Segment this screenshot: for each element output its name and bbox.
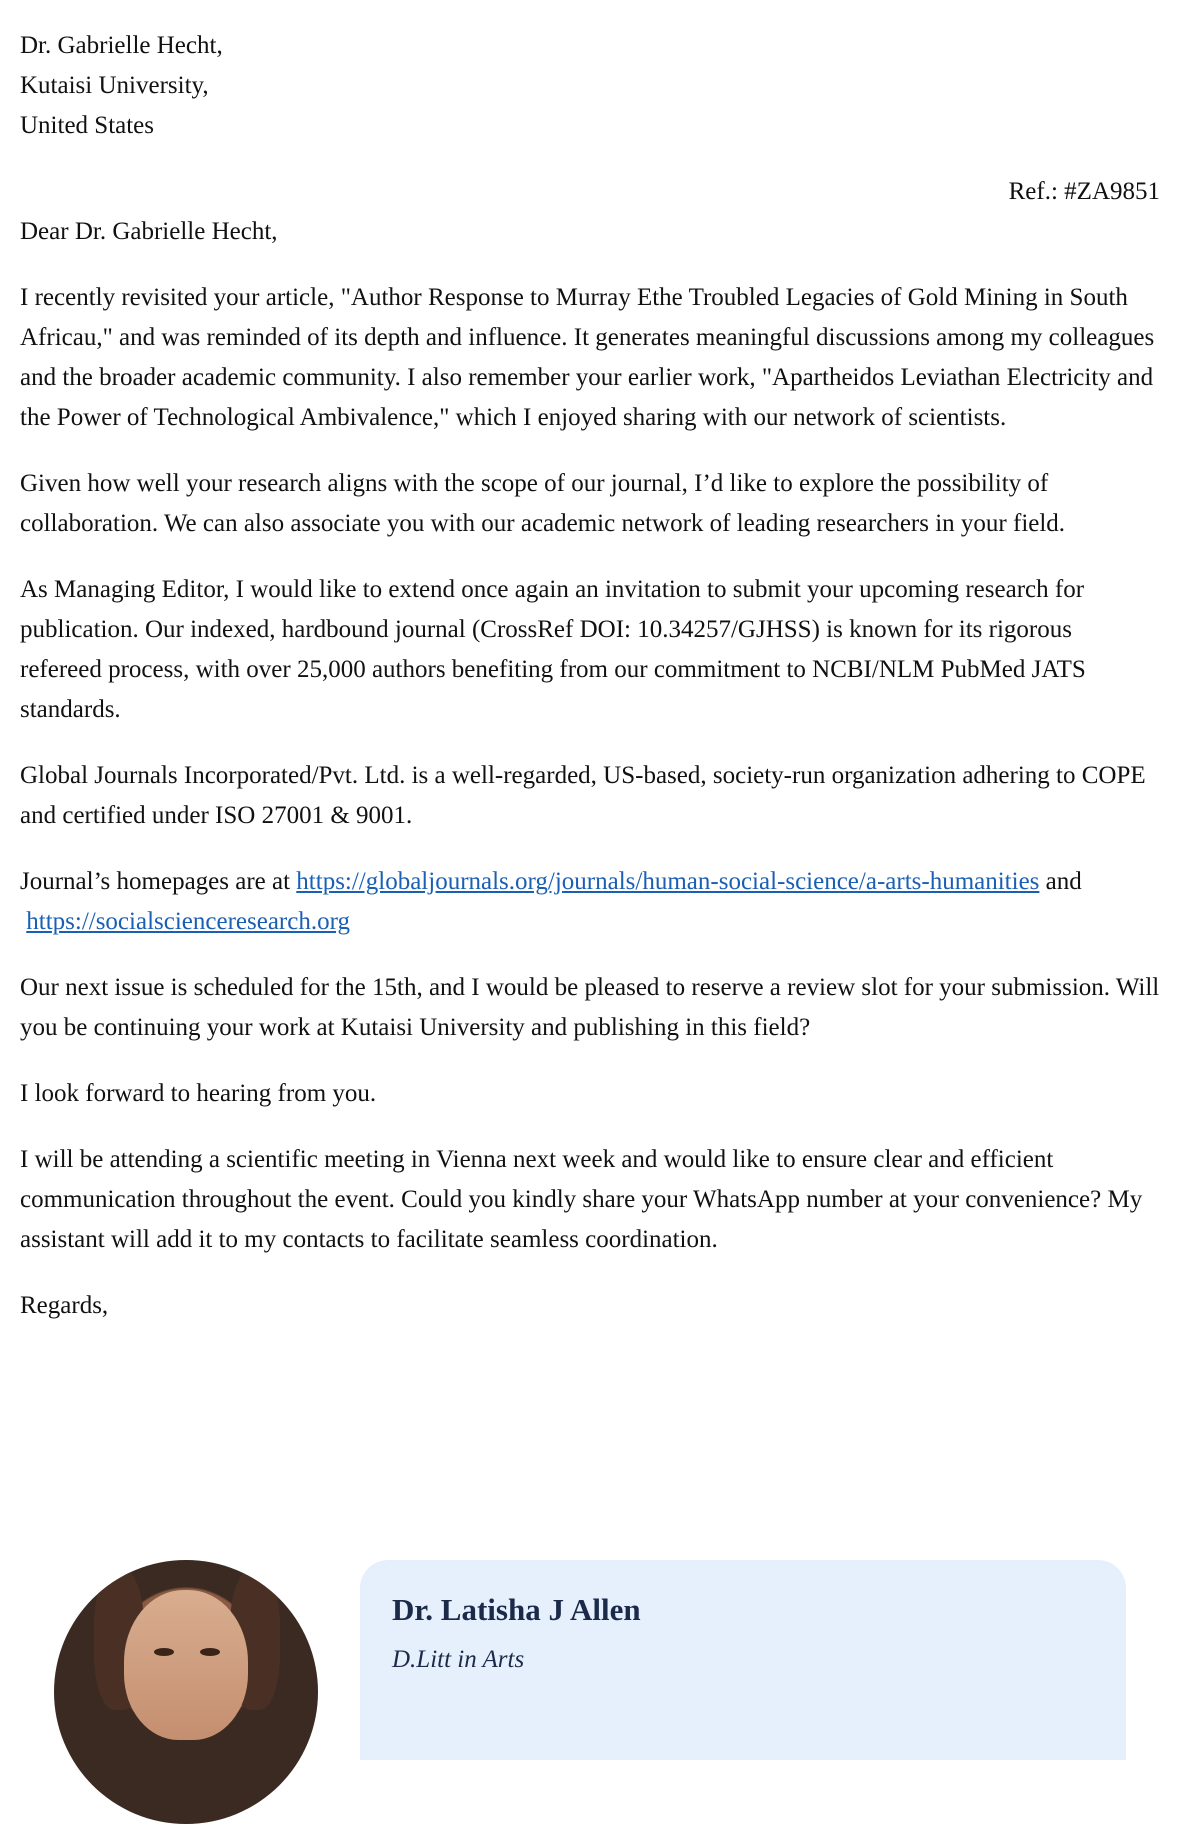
paragraph-whatsapp-request: I will be attending a scientific meeting in Vienna next week and would like to ensure clear and efficient communication throughout the event. Could you kindly share your WhatsApp number at your convenience? My assistant will add it to my contacts to facilitate seamless coordination. <box>20 1146 1143 1253</box>
recipient-address <box>20 26 1160 146</box>
homepage-link-socialscienceresearch[interactable]: https://socialscienceresearch.org <box>26 908 350 935</box>
avatar <box>54 1560 318 1824</box>
signature-block <box>0 1560 1190 1760</box>
reference-number: Ref.: #ZA9851 <box>1008 178 1160 205</box>
signature-name: Dr. Latisha J Allen <box>392 1592 641 1627</box>
paragraph-next-issue: Our next issue is scheduled for the 15th, and I would be pleased to reserve a review slot for your submission. Will you be continuing your work at Kutaisi University and publishing in this field? <box>20 974 1160 1041</box>
paragraph-look-forward: I look forward to hearing from you. <box>20 1080 377 1107</box>
paragraph-article: I recently revisited your article, "Author Response to Murray Ethe Troubled Legacies of Gold Mining in South Africau," and was reminded of its depth and influence. It generates meaningful discussions among my colleagues and the broader academic community. I also remember your earlier work, "Apartheidos Leviathan Electricity and the Power of Technological Ambivalence," which I enjoyed sharing with our network of scientists. <box>20 284 1155 431</box>
paragraph-collaboration: Given how well your research aligns with the scope of our journal, I’d like to explore the possibility of collaboration. We can also associate you with our academic network of leading researchers in your field. <box>20 470 1066 537</box>
paragraph-homepages <box>20 862 1160 942</box>
homepage-link-globaljournals[interactable]: https://globaljournals.org/journals/human-social-science/a-arts-humanities <box>296 868 1040 895</box>
closing: Regards, <box>20 1292 109 1319</box>
signature-card <box>360 1560 1126 1760</box>
homepages-prefix: Journal’s homepages are at <box>20 868 297 895</box>
paragraph-organization: Global Journals Incorporated/Pvt. Ltd. is a well-regarded, US-based, society-run organization adhering to COPE and certified under ISO 27001 & 9001. <box>20 762 1146 829</box>
recipient-country: United States <box>20 112 155 139</box>
homepages-and: and <box>1039 868 1082 895</box>
signature-title: D.Litt in Arts <box>392 1646 525 1673</box>
recipient-name: Dr. Gabrielle Hecht, <box>20 32 223 59</box>
letter <box>20 26 1160 1352</box>
greeting: Dear Dr. Gabrielle Hecht, <box>20 218 278 245</box>
paragraph-invitation: As Managing Editor, I would like to extend once again an invitation to submit your upcoming research for publication. Our indexed, hardbound journal (CrossRef DOI: 10.34257/GJHSS) is known for its rigorous refereed process, with over 25,000 authors benefiting from our commitment to NCBI/NLM PubMed JATS standards. <box>20 576 1086 723</box>
recipient-institution: Kutaisi University, <box>20 72 209 99</box>
